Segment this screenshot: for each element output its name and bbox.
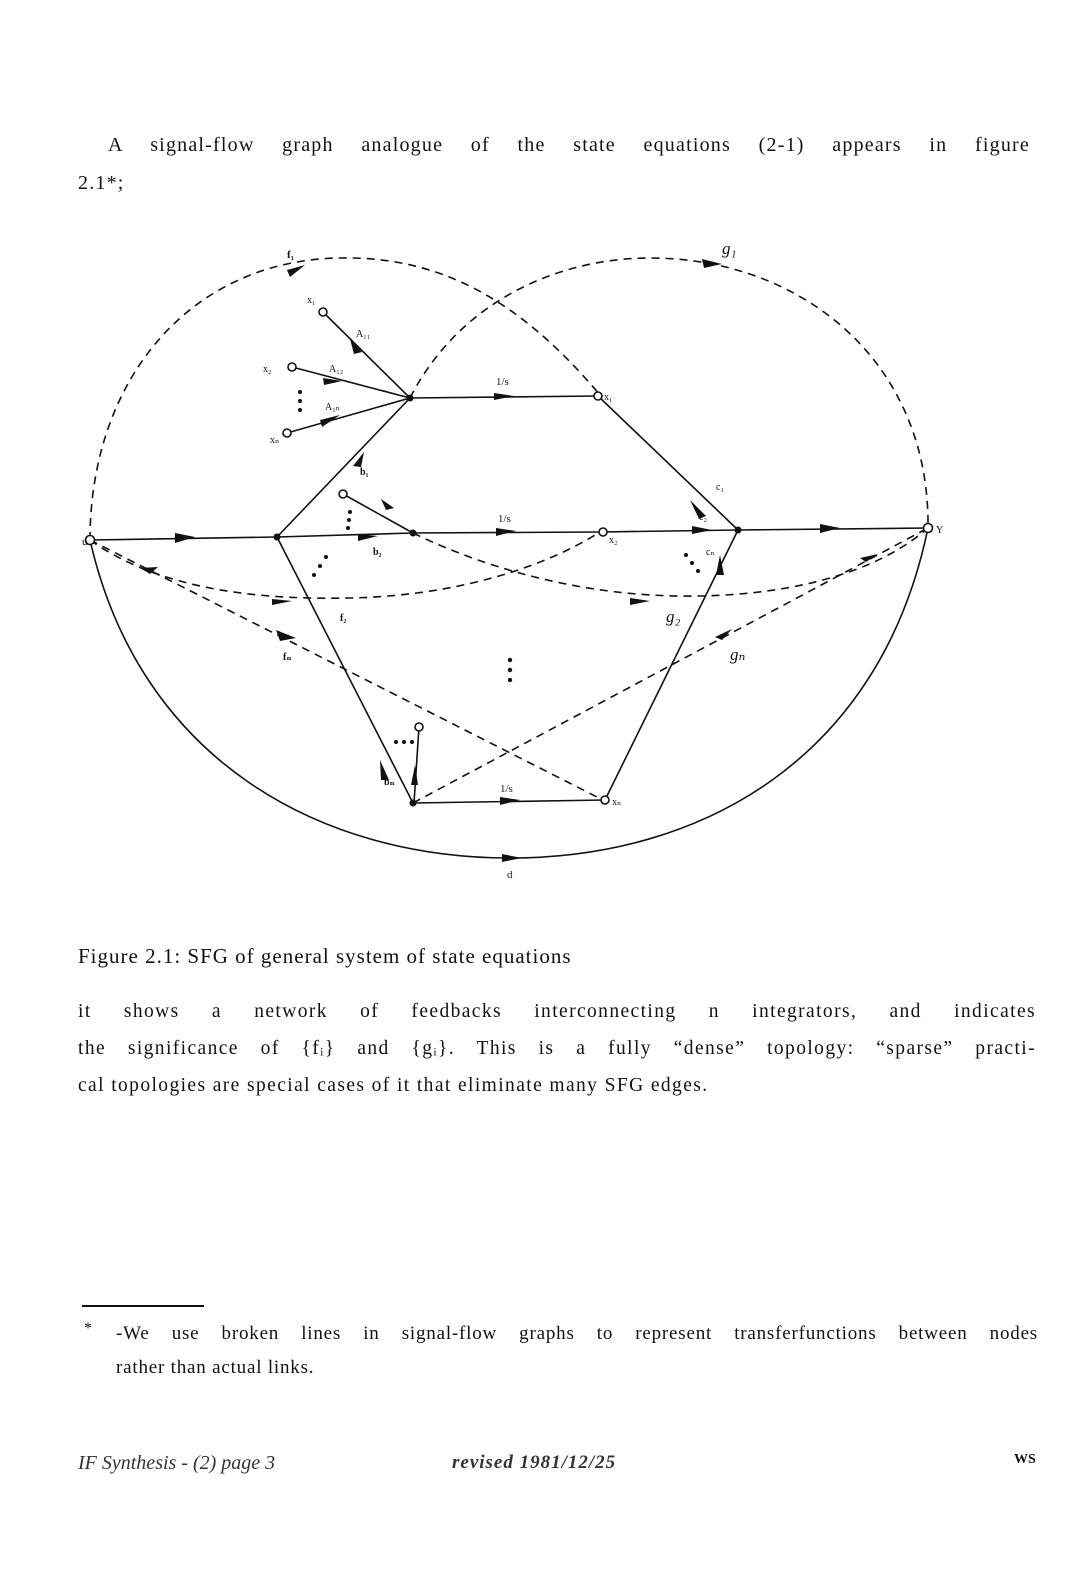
label-b2: b₂ xyxy=(373,547,382,558)
f2-arc xyxy=(90,532,600,598)
label-a11: A₁₁ xyxy=(356,329,371,340)
node-in-x2 xyxy=(288,363,296,371)
body-paragraph xyxy=(78,993,1036,1104)
body-line-3: cal topologies are special cases of it that eliminate many SFG edges. xyxy=(78,1075,709,1096)
footer-document-title: IF Synthesis - (2) page 3 xyxy=(78,1452,276,1474)
fn-line xyxy=(90,540,603,800)
label-xn: xₙ xyxy=(612,797,622,808)
label-integrator-n: 1/s xyxy=(500,783,513,795)
intro-line-1: A signal-flow graph analogue of the state equations (2-1) appears in figure xyxy=(108,134,1030,156)
label-fn: fₙ xyxy=(283,652,292,663)
footnote-rule xyxy=(82,1305,204,1307)
node-x1 xyxy=(594,392,602,400)
label-x1: x₁ xyxy=(604,392,613,403)
body-line-1: it shows a network of feedbacks interconnecting n integrators, and indicates xyxy=(78,1001,1036,1022)
footnote xyxy=(116,1317,1038,1385)
label-in-xn: xₙ xyxy=(270,435,280,446)
label-integrator-1: 1/s xyxy=(496,376,509,388)
label-b1: b₁ xyxy=(360,467,369,478)
node-y xyxy=(924,524,933,533)
intro-line-2: 2.1*; xyxy=(78,172,125,194)
label-f2: f₂ xyxy=(340,613,347,624)
label-cn: cₙ xyxy=(706,547,715,558)
label-c1: c₁ xyxy=(716,482,724,493)
node-in-xn xyxy=(283,429,291,437)
footer-author-initials: WS xyxy=(1014,1452,1036,1467)
label-in-x2: x₂ xyxy=(263,364,272,375)
footnote-line-1: -We use broken lines in signal-flow graphs to represent transferfunctions between nodes xyxy=(116,1323,1038,1344)
label-u: u xyxy=(82,536,88,548)
figure-caption: Figure 2.1: SFG of general system of state equations xyxy=(78,944,572,968)
node-x2 xyxy=(599,528,607,536)
label-integrator-2: 1/s xyxy=(498,513,511,525)
label-a1n: A₁ₙ xyxy=(325,402,341,413)
label-c2: c₂ xyxy=(699,512,707,523)
g2-arc xyxy=(413,528,928,596)
label-bn: bₙ xyxy=(384,777,395,788)
footnote-mark: * xyxy=(84,1320,92,1337)
signal-flow-graph-figure xyxy=(0,220,1092,910)
label-gn: gₙ xyxy=(730,645,746,664)
label-x2: x₂ xyxy=(609,535,618,546)
d-arc xyxy=(90,528,928,858)
g1-arc xyxy=(410,258,928,528)
label-f1: f₁ xyxy=(287,249,294,261)
label-g1: g₁ xyxy=(722,239,737,258)
footnote-line-2: rather than actual links. xyxy=(116,1357,315,1378)
intro-paragraph xyxy=(78,126,1030,202)
label-a12: A₁₂ xyxy=(329,364,344,375)
label-d: d xyxy=(507,869,513,881)
node-xn xyxy=(601,796,609,804)
body-line-2: the significance of {fᵢ} and {gᵢ}. This is a fully “dense” topology: “sparse” practi- xyxy=(78,1038,1036,1059)
node-in-x1 xyxy=(319,308,327,316)
label-y: Y xyxy=(936,525,944,536)
label-in-x1: x₁ xyxy=(307,295,316,306)
label-g2: g₂ xyxy=(666,607,681,626)
footer-revision-date: revised 1981/12/25 xyxy=(452,1452,617,1473)
